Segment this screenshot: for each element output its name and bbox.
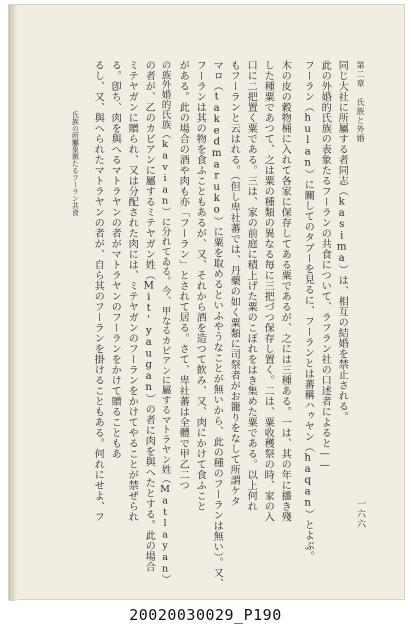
body-line: る。卽ち、肉を與へるマトラヤンの者がマトラヤンのフーランをかけて贈ることもあ <box>109 60 121 459</box>
running-head: 第二章 氏族と外婚 <box>356 61 365 143</box>
body-line: るし、又、與へられたマトラヤンの者が、自ら其のフーランを掛けることもある。何れにせよ、フ <box>92 60 104 522</box>
body-line: フーランは其の物を食ふこともあるが、又、それから酒を造つて飲み、又、肉にかけて食ふこと <box>194 60 206 512</box>
body-line: マロ（takedmaruko）に粟を取めるといふやうなことが無いから、此の種のフーランは無い）。又、 <box>211 60 223 589</box>
body-line: もフーランと云はれる。（但し卑社蕃では、丹藥の如く粟類に司祭者がお籠りをなして所謂ケタ <box>228 60 240 507</box>
body-line: した種粟であつて、之は粟の種類の異なる毎に三把づつ保存し置く。二は、粟收穫祭の時、家の入 <box>262 60 274 522</box>
body-line: の族外婚的氏族（kavian）に分れてゐる。今、甲なるカビアンに屬するマトラヤン姓（Matlayan） <box>159 60 171 585</box>
body-line: がある。此の場合の酒や肉も亦「フーラン」とされて居る。さて、卑社蕃は全體で甲乙二つ <box>177 60 189 491</box>
body-line: ミテヤガンに贈られ、又は分配された肉には、ミテヤガンのフーランをかけてやることが禁ぜられ <box>126 60 138 522</box>
book-page <box>8 4 405 600</box>
page-number: 一六六 <box>355 499 365 529</box>
body-line: フーラン（hulan）に關してのタブーを見るに、フーランとは蕃稱ハゥヤン（haqan）とよぶ。 <box>302 60 314 562</box>
body-line: 口に二把置く粟である。三は、家の前庭に積上げた粟のこぼれをはき集めた粟である。以上何れ <box>245 60 257 512</box>
body-line: 此の外婚的氏族の表象たるフーランの共食について、ラフラン社の口述者によると—— <box>319 60 331 472</box>
body-line: の者が、乙のカビアンに屬するミテヤガン姓（Mit'yaugan）の者に肉を與へたとする。此の場合 <box>143 60 155 572</box>
page-gutter-shadow <box>9 5 17 601</box>
margin-note: 氏族の所屬象徴たるフーラン共食 <box>71 111 80 216</box>
body-line: 木の皮の穀物桶に入れて各家に保存してある粟であるが、之には三種ある。一は、其の年に播き殘 <box>279 60 291 522</box>
body-line: 同じ大社に所屬する者同志（kasima）は、相互の結婚を禁止される。 <box>336 60 348 422</box>
image-caption: 20020030029_P190 <box>129 606 282 624</box>
